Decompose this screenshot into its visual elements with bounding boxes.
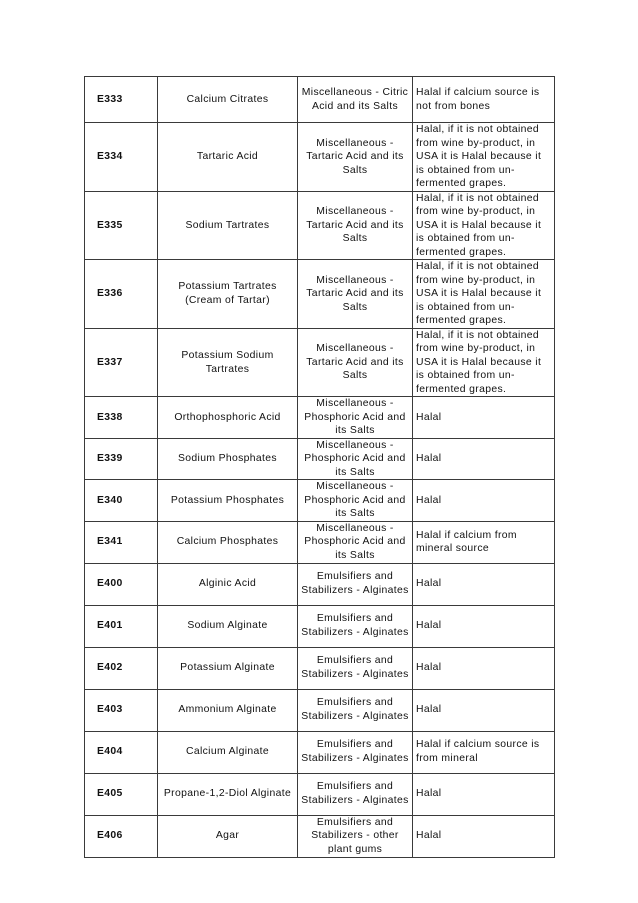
table-row <box>85 815 555 857</box>
halal-status-cell: Halal <box>413 647 555 689</box>
category-cell: Emulsifiers and Stabilizers - other plant gums <box>298 815 413 857</box>
e-number-cell: E341 <box>85 521 158 563</box>
category-cell: Emulsifiers and Stabilizers - Alginates <box>298 773 413 815</box>
additive-name-cell: Propane-1,2-Diol Alginate <box>158 773 298 815</box>
additive-name-cell: Agar <box>158 815 298 857</box>
e-number-cell: E335 <box>85 191 158 260</box>
additive-name-cell: Orthophosphoric Acid <box>158 397 298 439</box>
additive-name-cell: Tartaric Acid <box>158 123 298 192</box>
e-number-cell: E401 <box>85 605 158 647</box>
category-cell: Miscellaneous - Tartaric Acid and its Salts <box>298 260 413 329</box>
additive-name-cell: Potassium Phosphates <box>158 480 298 522</box>
table-row <box>85 191 555 260</box>
e-number-cell: E404 <box>85 731 158 773</box>
e-number-cell: E405 <box>85 773 158 815</box>
table-body <box>85 77 555 858</box>
category-cell: Miscellaneous - Phosphoric Acid and its Salts <box>298 480 413 522</box>
additive-name-cell: Calcium Alginate <box>158 731 298 773</box>
halal-status-cell: Halal <box>413 438 555 480</box>
e-number-cell: E403 <box>85 689 158 731</box>
category-cell: Emulsifiers and Stabilizers - Alginates <box>298 689 413 731</box>
e-number-cell: E333 <box>85 77 158 123</box>
halal-status-cell: Halal, if it is not obtained from wine by-product, in USA it is Halal because it is obtained from un-fermented grapes. <box>413 328 555 397</box>
table-row <box>85 605 555 647</box>
table-row <box>85 773 555 815</box>
additive-name-cell: Ammonium Alginate <box>158 689 298 731</box>
additive-name-cell: Potassium Alginate <box>158 647 298 689</box>
halal-status-cell: Halal, if it is not obtained from wine by-product, in USA it is Halal because it is obtained from un-fermented grapes. <box>413 123 555 192</box>
ingredients-table <box>84 76 555 858</box>
table-row <box>85 123 555 192</box>
table-row <box>85 480 555 522</box>
additive-name-cell: Calcium Citrates <box>158 77 298 123</box>
e-number-cell: E337 <box>85 328 158 397</box>
category-cell: Miscellaneous - Phosphoric Acid and its Salts <box>298 397 413 439</box>
category-cell: Miscellaneous - Phosphoric Acid and its Salts <box>298 521 413 563</box>
halal-status-cell: Halal, if it is not obtained from wine by-product, in USA it is Halal because it is obtained from un-fermented grapes. <box>413 191 555 260</box>
halal-status-cell: Halal <box>413 773 555 815</box>
table-row <box>85 328 555 397</box>
additive-name-cell: Potassium Sodium Tartrates <box>158 328 298 397</box>
halal-status-cell: Halal <box>413 563 555 605</box>
category-cell: Emulsifiers and Stabilizers - Alginates <box>298 563 413 605</box>
category-cell: Miscellaneous - Phosphoric Acid and its Salts <box>298 438 413 480</box>
table-row <box>85 731 555 773</box>
table-row <box>85 689 555 731</box>
category-cell: Emulsifiers and Stabilizers - Alginates <box>298 605 413 647</box>
halal-status-cell: Halal <box>413 605 555 647</box>
additive-name-cell: Calcium Phosphates <box>158 521 298 563</box>
category-cell: Miscellaneous - Tartaric Acid and its Salts <box>298 123 413 192</box>
e-number-cell: E334 <box>85 123 158 192</box>
additive-name-cell: Sodium Tartrates <box>158 191 298 260</box>
halal-status-cell: Halal, if it is not obtained from wine by-product, in USA it is Halal because it is obtained from un-fermented grapes. <box>413 260 555 329</box>
halal-status-cell: Halal <box>413 815 555 857</box>
halal-status-cell: Halal if calcium source is not from bones <box>413 77 555 123</box>
category-cell: Emulsifiers and Stabilizers - Alginates <box>298 647 413 689</box>
table-row <box>85 397 555 439</box>
e-number-cell: E340 <box>85 480 158 522</box>
halal-status-cell: Halal if calcium from mineral source <box>413 521 555 563</box>
e-number-cell: E400 <box>85 563 158 605</box>
halal-status-cell: Halal <box>413 480 555 522</box>
category-cell: Miscellaneous - Citric Acid and its Salts <box>298 77 413 123</box>
e-number-cell: E406 <box>85 815 158 857</box>
table-row <box>85 260 555 329</box>
halal-status-cell: Halal <box>413 397 555 439</box>
category-cell: Emulsifiers and Stabilizers - Alginates <box>298 731 413 773</box>
additive-name-cell: Sodium Phosphates <box>158 438 298 480</box>
additive-name-cell: Potassium Tartrates (Cream of Tartar) <box>158 260 298 329</box>
e-number-cell: E339 <box>85 438 158 480</box>
halal-status-cell: Halal <box>413 689 555 731</box>
table-row <box>85 521 555 563</box>
e-number-cell: E336 <box>85 260 158 329</box>
additive-name-cell: Sodium Alginate <box>158 605 298 647</box>
table-row <box>85 647 555 689</box>
table-row <box>85 563 555 605</box>
table-row <box>85 438 555 480</box>
category-cell: Miscellaneous - Tartaric Acid and its Salts <box>298 191 413 260</box>
halal-status-cell: Halal if calcium source is from mineral <box>413 731 555 773</box>
table-row <box>85 77 555 123</box>
additive-name-cell: Alginic Acid <box>158 563 298 605</box>
e-number-cell: E338 <box>85 397 158 439</box>
e-number-cell: E402 <box>85 647 158 689</box>
category-cell: Miscellaneous - Tartaric Acid and its Salts <box>298 328 413 397</box>
